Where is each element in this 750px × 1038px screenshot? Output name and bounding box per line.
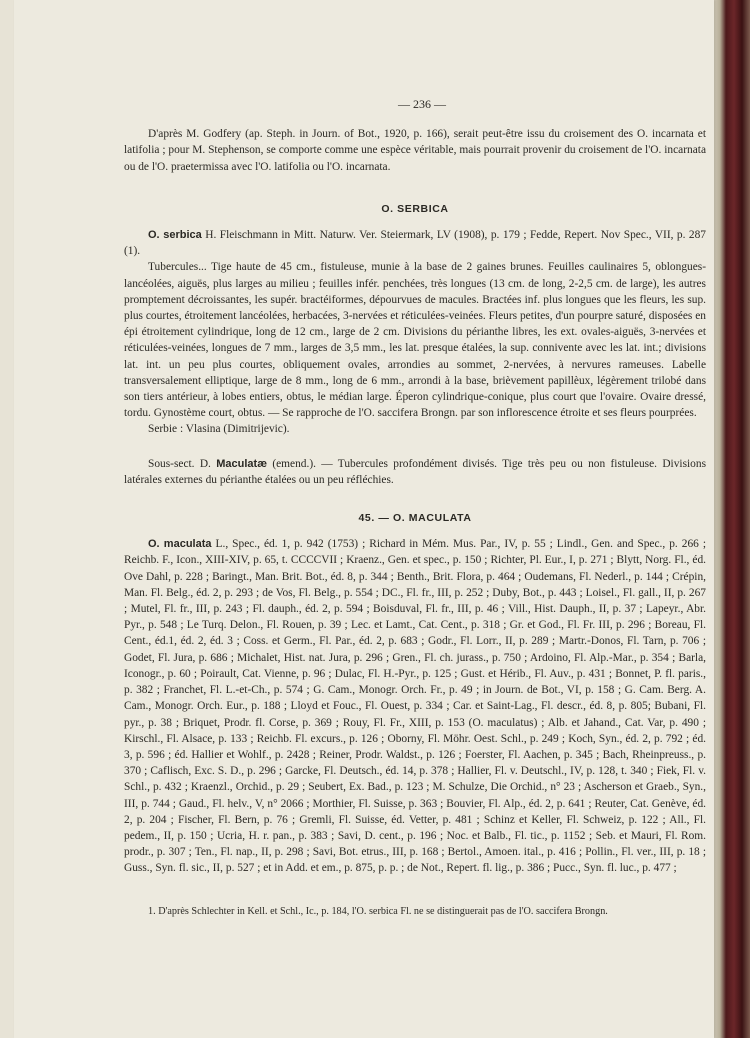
subsection-text: (emend.). — Tubercules profondément divisés. Tige très peu ou non fistuleuse. Divisions latérales externes du périanthe étalées ou un peu réfléchies. — [124, 457, 707, 486]
species-name-serbica: O. serbica — [148, 229, 202, 242]
serbica-citation-paragraph — [124, 227, 706, 259]
page-number: — 236 — — [398, 97, 446, 111]
serbica-description: Tubercules... Tige haute de 45 cm., fistuleuse, munie à la base de 2 gaines brunes. Feuilles caulinaires 5, oblongues-lancéolées, aiguës, plus larges au milieu ; feuilles infér. penchées, très longues (13 cm. de long, 2-2,5 cm. de large), les autres promptement décroissantes, les supér. bractéiformes, dépourvues de macules. Bractées inf. plus longues que les fleurs, les sup. plus courtes, étroitement lancéolées, herbacées, 3-nervées et réticulées-veinées. Fleurs petites, d'un pourpre saturé, disposées en épi étroitement cylindrique, long de 12 cm., large de 2 cm. Divisions du périanthe libres, les ext. ovales-aiguës, 3-nervées et réticulées-veinées, longues de 7 mm., larges de 3,5 mm., les lat. presque étalées, la sup. connivente avec les lat. int.; divisions lat. int. un peu plus courtes, obliquement ovales, arrondies au sommet, 2-nervées, à nervures rameuses. Labelle transversalement elliptique, large de 8 mm., long de 6 mm., arrondi à la base, brièvement papillèux, légèrement trilobé dans son tiers antérieur, à lobes entiers, obtus, le médian large. Éperon cylindrique-conique, plus court que l'ovaire. Ovaire dressé, tordu. Gynostème court, obtus. — Se rapproche de l'O. saccifera Brongn. par son inflorescence étroite et ses fleurs pourprées. — [124, 261, 706, 420]
subsection-prefix: Sous-sect. D. — [148, 457, 211, 470]
section-heading-serbica: O. SERBICA — [381, 202, 449, 215]
book-binding — [714, 0, 750, 1038]
subsection-name: Maculatæ — [216, 457, 267, 470]
section-heading-maculata: 45. — O. MACULATA — [358, 512, 472, 525]
subsection-paragraph — [124, 456, 706, 488]
page-content — [124, 96, 706, 918]
footnote: 1. D'après Schlechter in Kell. et Schl., Ic., p. 184, l'O. serbica Fl. ne se distinguerait pas de l'O. saccifera Brongn. — [148, 905, 608, 917]
serbica-locality: Serbie : Vlasina (Dimitrijevic). — [148, 423, 290, 436]
maculata-citation: L., Spec., éd. 1, p. 942 (1753) ; Richard in Mém. Mus. Par., IV, p. 55 ; Lindl., Gen. and Spec., p. 266 ; Reichb. F., Icon., XIII-XIV, p. 65, t. CCCCVII ; Kraenz., Gen. et spec., p. 150 ; Richter, Pl. Eur., I, p. 271 ; Blytt, Norg. Fl., éd. Ove Dahl, p. 228 ; Baringt., Man. Brit. Bot., éd. 8, p. 344 ; Benth., Brit. Flora, p. 464 ; Oudemans, Fl. Nederl., p. 144 ; Crépin, Man. Fl. Belg., éd. 2, p. 293 ; de Vos, Fl. Belg., p. 554 ; DC., Fl. fr., III, p. 252 ; Duby, Bot., p. 443 ; Loisel., Fl. gall., II, p. 267 ; Mutel, Fl. fr., III, p. 243 ; Fl. dauph., éd. 2, p. 594 ; Boisduval, Fl. fr., III, p. 46 ; Vill., Hist. Dauph., II, p. 37 ; Lapeyr., Abr. Pyr., p. 548 ; Le Turq. Delon., Fl. Rouen, p. 39 ; Lec. et Lamt., Cat. Cent., p. 318 ; Gr. et God., Fl. Fr. III, p. 296 ; Boreau, Fl. Cent., éd.1, éd. 2, éd. 3 ; Coss. et Germ., Fl. Par., éd. 2, p. 683 ; Godr., Fl. Lorr., II, p. 289 ; Martr.-Donos, Fl. Tarn, p. 706 ; Godet, Fl. Jura, p. 686 ; Michalet, Hist. nat. Jura, p. 296 ; Gren., Fl. ch. jurass., p. 750 ; Ardoino, Fl. Alp.-Mar., p. 354 ; Barla, Iconogr., p. 60 ; Poirault, Cat. Vienne, p. 96 ; Dulac, Fl. H.-Pyr., p. 125 ; Gust. et Hérib., Fl. Auv., p. 431 ; Bonnet, P. fl. paris., p. 382 ; Franchet, Fl. L.-et-Ch., p. 574 ; G. Cam., Monogr. Orch. Fr., p. 49 ; in Journ. de Bot., VI, p. 158 ; G. Cam. Berg. A. Cam., Monogr. Orch. Eur., p. 188 ; Lloyd et Fouc., Fl. Ouest, p. 334 ; Car. et Saint-Lag., Fl. descr., éd. 8, p. 805; Bubani, Fl. pyr., p. 38 ; Briquet, Prodr. fl. Corse, p. 369 ; Rouy, Fl. Fr., XIII, p. 153 (O. maculatus) ; Alb. et Jahand., Cat. Var, p. 490 ; Kirschl., Fl. Alsace, p. 133 ; Reichb. Fl. excurs., p. 126 ; Oborny, Fl. Möhr. Oest. Schl., p. 249 ; Koch, Syn., éd. 2, p. 792 ; éd. 3, p. 596 ; éd. Hallier et Wohlf., p. 2428 ; Reiner, Prodr. Waldst., p. 126 ; Foerster, Fl. Aachen, p. 345 ; Bach, Rheinpreuss., p. 370 ; Caflisch, Exc. S. D., p. 296 ; Garcke, Fl. Deutsch., éd. 14, p. 378 ; Hallier, Fl. v. Deutschl., IV, p. 128, t. 340 ; Fiek, Fl. v. Schl., p. 432 ; Kraenzl., Orchid., p. 29 ; Seubert, Ex. Bad., p. 123 ; M. Schulze, Die Orchid., n° 23 ; Ascherson et Graeb., Syn., III, p. 744 ; Gaud., Fl. helv., V, n° 2066 ; Morthier, Fl. Suisse, p. 363 ; Bouvier, Fl. Alp., éd. 2, p. 641 ; Reuter, Cat. Genève, éd. 2, p. 204 ; Fischer, Fl. Bern, p. 76 ; Gremli, Fl. Suisse, éd. Vetter, p. 481 ; Schinz et Keller, Fl. Schweiz, p. 122 ; All., Fl. pedem., II, p. 150 ; Ucria, H. r. pan., p. 383 ; Savi, D. cent., p. 196 ; Noc. et Balb., Fl. tic., p. 1152 ; Seb. et Mauri, Fl. Rom. prodr., p. 307 ; Ten., Fl. nap., II, p. 298 ; Savi, Bot. etrus., III, p. 168 ; Bertol., Amoen. ital., p. 416 ; Pollin., Fl. ver., III, p. 18 ; Guss., Syn. fl. sic., II, p. 527 ; et in Add. et em., p. 875, p. p. ; de Not., Repert. fl. lig., p. 386 ; Pucc., Syn. fl. luc., p. 477 ; — [124, 538, 707, 875]
serbica-citation: H. Fleischmann in Mitt. Naturw. Ver. Steiermark, LV (1908), p. 179 ; Fedde, Repert. Nov Spec., VII, p. 287 (1). — [124, 229, 706, 258]
species-name-maculata: O. maculata — [148, 538, 212, 551]
maculata-citation-paragraph — [124, 536, 706, 876]
intro-paragraph: D'après M. Godfery (ap. Steph. in Journ. of Bot., 1920, p. 166), serait peut-être issu du croisement des O. incarnata et latifolia ; pour M. Stephenson, se comporte comme une espèce véritable, mais pourrait provenir du croisement de l'O. incarnata ou de l'O. praetermissa avec l'O. latifolia ou l'O. incarnata. — [124, 128, 706, 173]
